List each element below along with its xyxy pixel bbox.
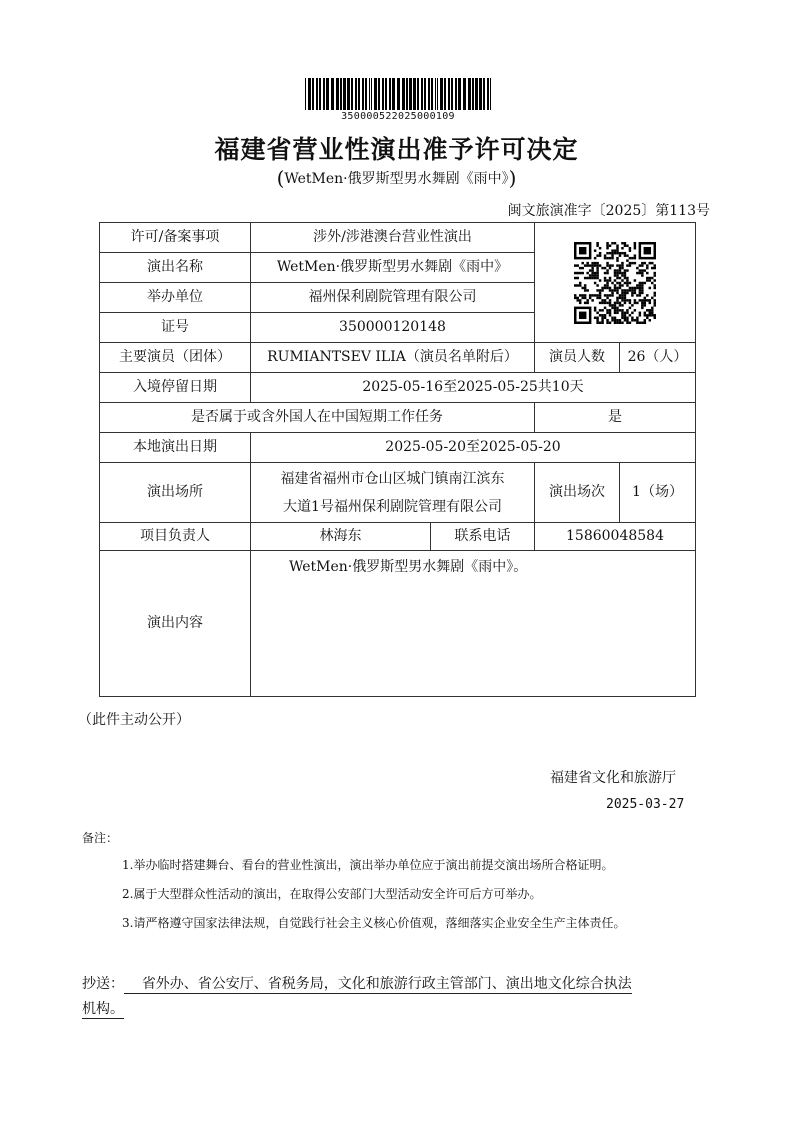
venue-line-2: 大道1号福州保利剧院管理有限公司 — [283, 498, 502, 515]
local-dates-label: 本地演出日期 — [100, 433, 251, 463]
manager-label: 项目负责人 — [100, 523, 251, 551]
venue-line-1: 福建省福州市仓山区城门镇南江滨东 — [280, 470, 505, 487]
remark-item: 3.请严格遵守国家法律法规，自觉践行社会主义核心价值观，落细落实企业安全生产主体责任。 — [122, 916, 626, 930]
permit-item-label: 许可/备案事项 — [100, 223, 251, 253]
performer-count-value: 26（人） — [620, 343, 696, 373]
remarks-title: 备注： — [82, 831, 119, 845]
cc-line-1: 省外办、省公安厅、省税务局，文化和旅游行政主管部门、演出地文化综合执法 — [141, 976, 632, 992]
show-name-value: WetMen·俄罗斯型男水舞剧《雨中》 — [251, 253, 535, 283]
document-subtitle: (WetMen·俄罗斯型男水舞剧《雨中》) — [276, 166, 517, 190]
venue-label: 演出场所 — [100, 463, 251, 523]
organizer-value: 福州保利剧院管理有限公司 — [251, 283, 535, 313]
main-performer-label: 主要演员（团体） — [100, 343, 251, 373]
document-number: 闽文旅演准字〔2025〕第113号 — [507, 203, 710, 219]
barcode — [305, 78, 491, 110]
local-dates-value: 2025-05-20至2025-05-20 — [251, 433, 696, 463]
barcode-number: 350000522025000109 — [341, 111, 455, 122]
manager-value: 林海东 — [251, 523, 431, 551]
foreign-short-term-value: 是 — [535, 403, 696, 433]
document-title: 福建省营业性演出准予许可决定 — [214, 135, 579, 164]
qr-code — [574, 242, 656, 324]
entry-stay-label: 入境停留日期 — [100, 373, 251, 403]
cc-line-2: 机构。 — [82, 1001, 124, 1017]
issuer: 福建省文化和旅游厅 — [550, 770, 676, 786]
permit-item-value: 涉外/涉港澳台营业性演出 — [251, 223, 535, 253]
public-note: （此件主动公开） — [78, 712, 190, 728]
cert-no-label: 证号 — [100, 313, 251, 343]
foreign-short-term-label: 是否属于或含外国人在中国短期工作任务 — [100, 403, 535, 433]
content-text: WetMen·俄罗斯型男水舞剧《雨中》。 — [289, 559, 528, 575]
main-performer-value: RUMIANTSEV ILIA（演员名单附后） — [251, 343, 535, 373]
remark-item: 1.举办临时搭建舞台、看台的营业性演出，演出举办单位应于演出前提交演出场所合格证明。 — [122, 858, 614, 872]
permit-table — [99, 222, 696, 697]
remark-item: 2.属于大型群众性活动的演出，在取得公安部门大型活动安全许可后方可举办。 — [122, 887, 542, 901]
sessions-value: 1（场） — [620, 463, 696, 523]
organizer-label: 举办单位 — [100, 283, 251, 313]
phone-label: 联系电话 — [431, 523, 535, 551]
cc-label: 抄送： — [82, 976, 124, 992]
content-label: 演出内容 — [100, 551, 251, 697]
cc-block — [82, 972, 712, 1022]
show-name-label: 演出名称 — [100, 253, 251, 283]
sessions-label: 演出场次 — [535, 463, 620, 523]
performer-count-label: 演员人数 — [535, 343, 620, 373]
cert-no-value: 350000120148 — [251, 313, 535, 343]
qr-cell — [535, 223, 696, 343]
content-value — [251, 551, 696, 697]
entry-stay-value: 2025-05-16至2025-05-25共10天 — [251, 373, 696, 403]
show-title-text: WetMen·俄罗斯型男水舞剧《雨中》 — [284, 171, 509, 187]
issue-date: 2025-03-27 — [606, 797, 685, 812]
venue-value — [251, 463, 535, 523]
phone-value: 15860048584 — [535, 523, 696, 551]
